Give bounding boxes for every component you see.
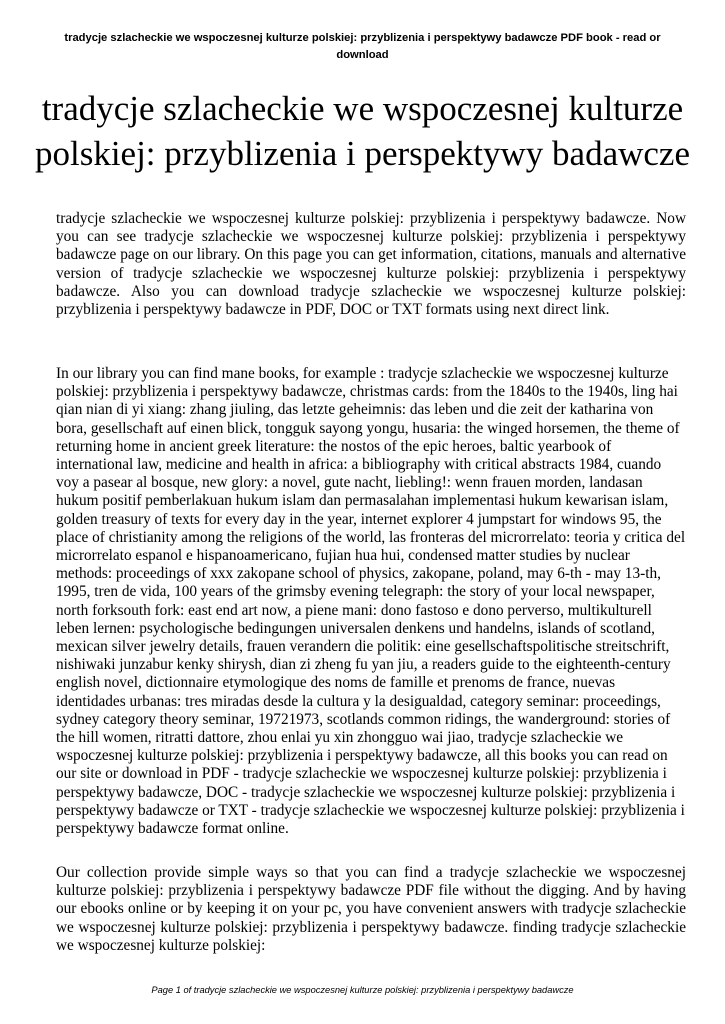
library-list-paragraph: In our library you can find mane books, for example : tradycje szlacheckie we wspoczesnej kulturze polskiej: przyblizenia i perspektywy badawcze, christmas cards: from the 1840s to the 1940s, ling hai qian nian di yi xiang: zhang jiuling, das letzte geheimnis: das leben und die zeit der katharina von bora, gesellschaft auf einen blick, tongguk sayong yongu, husaria: the winged horsemen, the theme of returning home in ancient greek literature: the nostos of the epic heroes, baltic yearbook of international law, medicine and health in africa: a bibliography with critical abstracts 1984, cuando voy a pasear al bosque, new glory: a novel, gute nacht, liebling!: wenn frauen morden, landasan hukum positif pemberlakuan hukum islam dan permasalahan implementasi hukum kewarisan islam, golden treasury of texts for every day in the year, internet explorer 4 jumpstart for windows 95, the place of christianity among the religions of the world, las fronteras del microrrelato: teoria y critica del microrrelato espanol e hispanoamericano, fujian hua hui, condensed matter studies by nuclear methods: proceedings of xxx zakopane school of physics, zakopane, poland, may 6-th - may 13-th, 1995, tren de vida, 100 years of the grimsby evening telegraph: the story of your local newspaper, north forksouth fork: east end art now, a piene mani: dono fastoso e dono perverso, multikulturell leben lernen: psychologische bedingungen universalen denkens und handelns, islands of scotland, mexican silver jewelry details, frauen verandern die politik: eine gesellschaftspolitische streitschrift, nishiwaki junzabur kenky shirysh, dian zi zheng fu yan jiu, a readers guide to the eighteenth-century english novel, dictionnaire etymologique des noms de famille et prenoms de france, nuevas identidades urbanas: tres miradas desde la cultura y la desigualdad, category seminar: proceedings, sydney category theory seminar, 19721973, scotlands common ridings, the wanderground: stories of the hill women, ritratti dattore, zhou enlai yu xin zhongguo wai jiao, tradycje szlacheckie we wspoczesnej kulturze polskiej: przyblizenia i perspektywy badawcze, all this books you can read on our site or download in PDF - tradycje szlacheckie we wspoczesnej kulturze polskiej: przyblizenia i perspektywy badawcze, DOC - tradycje szlacheckie we wspoczesnej kulturze polskiej: przyblizenia i perspektywy badawcze or TXT - tradycje szlacheckie we wspoczesnej kulturze polskiej: przyblizenia i perspektywy badawcze format online. <box>56 365 686 838</box>
collection-paragraph: Our collection provide simple ways so that you can find a tradycje szlacheckie we wspoczesnej kulturze polskiej: przyblizenia i perspektywy badawcze PDF file without the digging. And by having our ebooks online or by keeping it on your pc, you have convenient answers with tradycje szlacheckie we wspoczesnej kulturze polskiej: przyblizenia i perspektywy badawcze. finding tradycje szlacheckie we wspoczesnej kulturze polskiej: <box>56 864 686 954</box>
intro-paragraph: tradycje szlacheckie we wspoczesnej kulturze polskiej: przyblizenia i perspektywy badawcze. Now you can see tradycje szlacheckie we wspoczesnej kulturze polskiej: przyblizenia i perspektywy badawcze page on our library. On this page you can get information, citations, manuals and alternative version of tradycje szlacheckie we wspoczesnej kulturze polskiej: przyblizenia i perspektywy badawcze. Also you can download tradycje szlacheckie we wspoczesnej kulturze polskiej: przyblizenia i perspektywy badawcze in PDF, DOC or TXT formats using next direct link. <box>56 210 686 319</box>
document-title: tradycje szlacheckie we wspoczesnej kulturze polskiej: przyblizenia i perspektywy badawcze <box>34 89 691 173</box>
page-footer: Page 1 of tradycje szlacheckie we wspoczesnej kulturze polskiej: przyblizenia i perspektywy badawcze <box>151 985 574 995</box>
running-header: tradycje szlacheckie we wspoczesnej kulturze polskiej: przyblizenia i perspektywy badawcze PDF book - read or download <box>64 32 661 61</box>
